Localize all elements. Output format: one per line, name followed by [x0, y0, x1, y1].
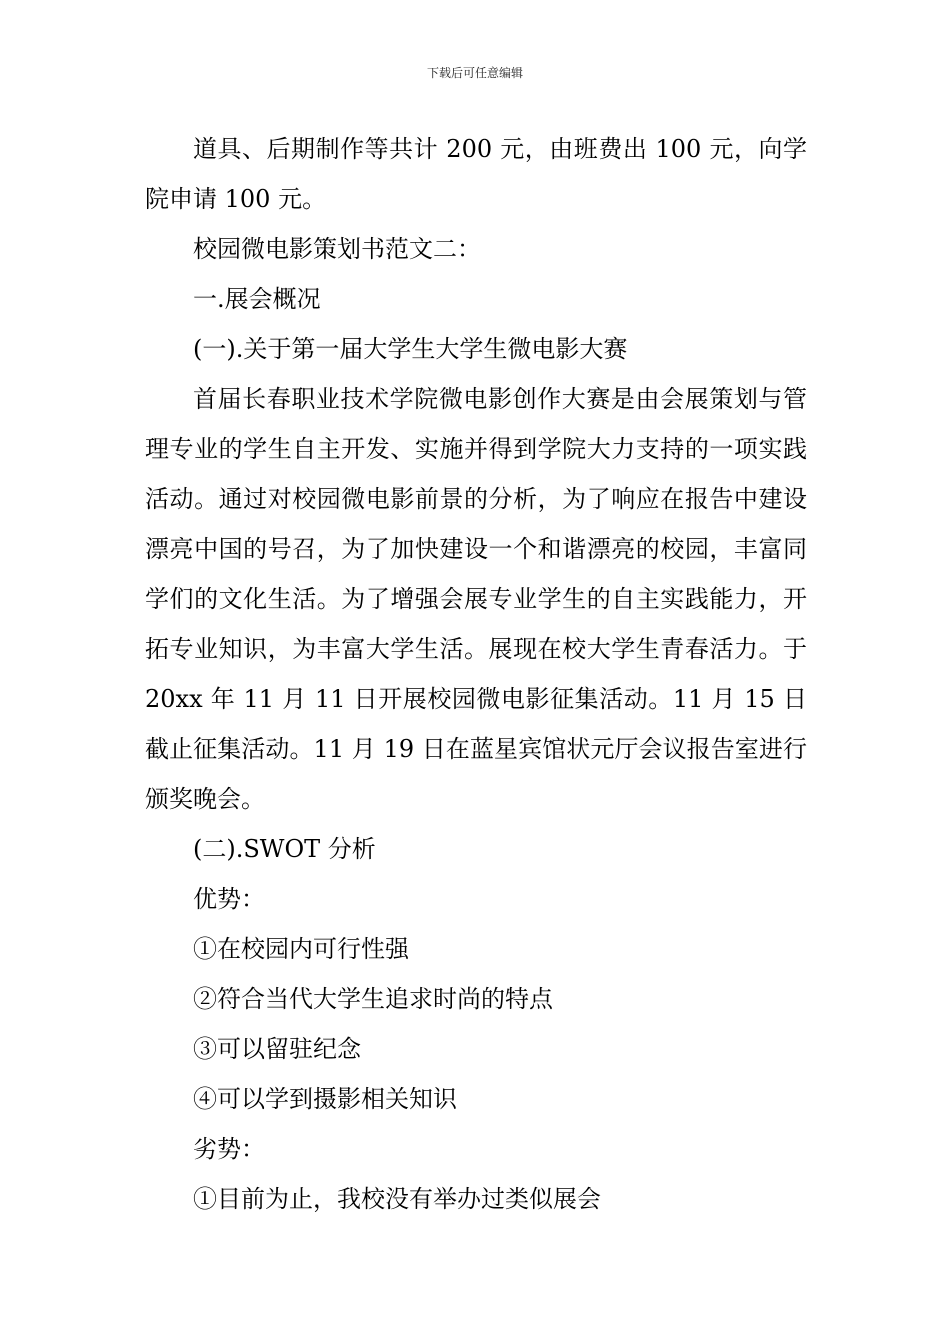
heading-exhibition-overview: 一.展会概况	[193, 285, 321, 313]
page-header-note: 下载后可任意编辑	[426, 66, 523, 80]
list-item-strength-4: ④可以学到摄影相关知识	[193, 1085, 457, 1113]
heading-weaknesses: 劣势：	[193, 1135, 265, 1163]
heading-about-contest: (一).关于第一届大学生大学生微电影大赛	[193, 335, 628, 363]
list-item-strength-2: ②符合当代大学生追求时尚的特点	[193, 985, 553, 1013]
heading-strengths: 优势：	[193, 885, 265, 913]
list-item-strength-3: ③可以留驻纪念	[193, 1035, 361, 1063]
document-body	[145, 124, 807, 1224]
paragraph-contest-description: 首届长春职业技术学院微电影创作大赛是由会展策划与管理专业的学生自主开发、实施并得到学院大力支持的一项实践活动。通过对校园微电影前景的分析，为了响应在报告中建设漂亮中国的号召，为了加快建设一个和谐漂亮的校园，丰富同学们的文化生活。为了增强会展专业学生的自主实践能力，开拓专业知识，为丰富大学生活。展现在校大学生青春活力。于 20xx 年 11 月 11 日开展校园微电影征集活动。11 月 15 日截止征集活动。11 月 19 日在蓝星宾馆状元厅会议报告室进行颁奖晚会。	[145, 385, 807, 813]
paragraph-sample-title: 校园微电影策划书范文二：	[193, 235, 481, 263]
heading-swot-analysis: (二).SWOT 分析	[193, 835, 376, 863]
paragraph-budget: 道具、后期制作等共计 200 元，由班费出 100 元，向学院申请 100 元。	[145, 135, 807, 213]
list-item-strength-1: ①在校园内可行性强	[193, 935, 409, 963]
list-item-weakness-1: ①目前为止，我校没有举办过类似展会	[193, 1185, 601, 1213]
